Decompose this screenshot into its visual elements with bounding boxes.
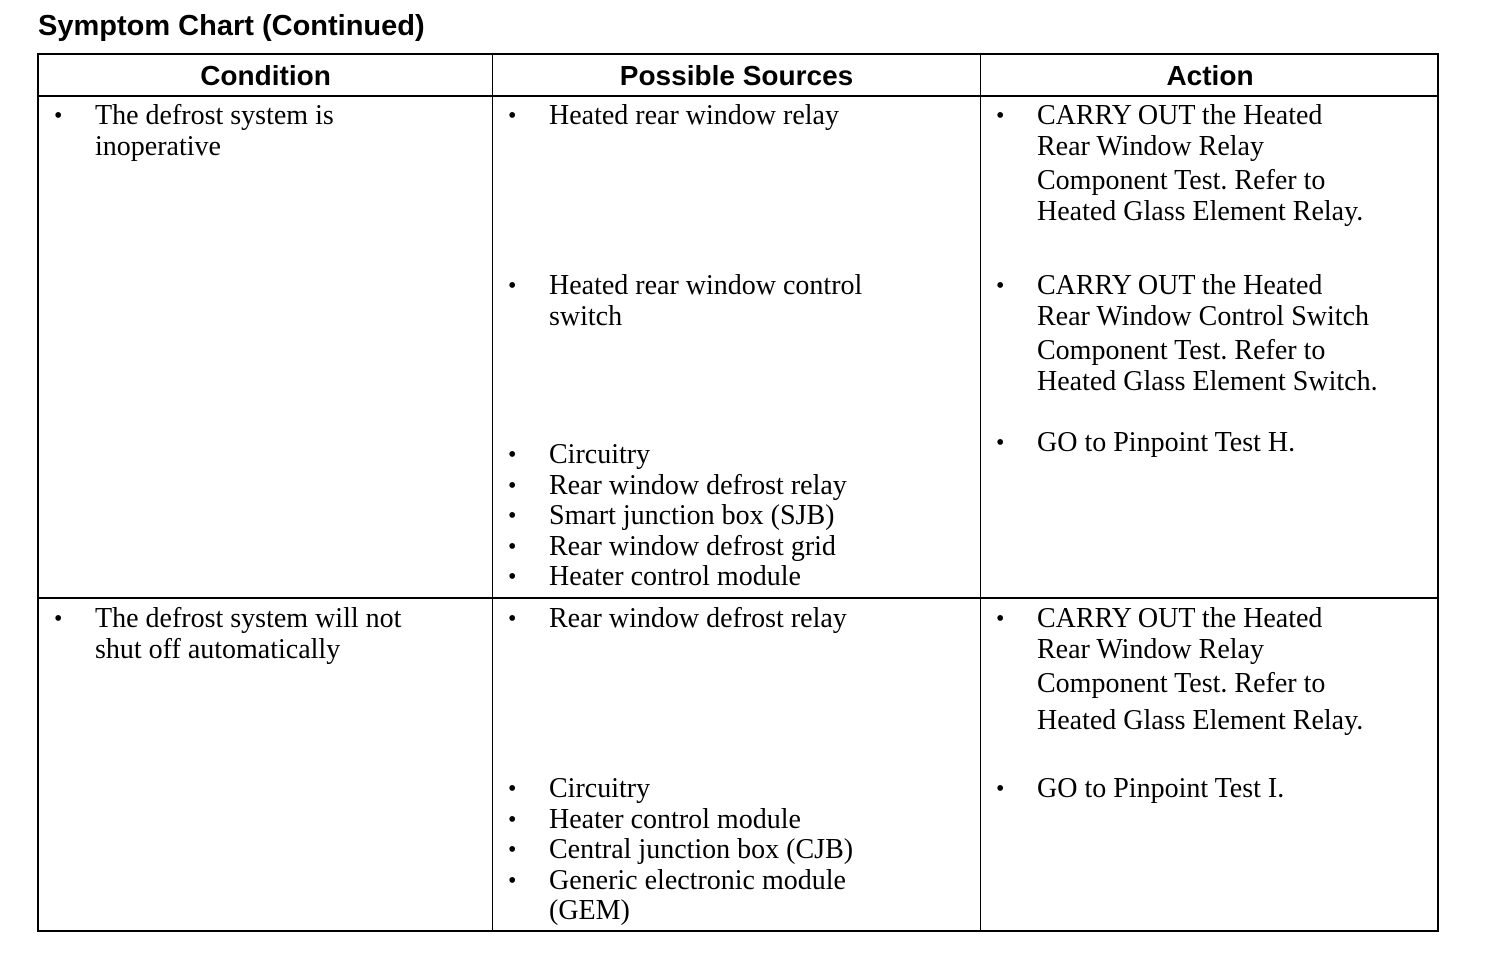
action-item: • CARRY OUT the Heated Rear Window Control Switch Component Test. Refer to Heated Glass Element Switch.	[996, 270, 1378, 397]
source-item: • Heater control module	[508, 803, 801, 835]
bullet-icon: •	[508, 776, 517, 802]
bullet-icon: •	[996, 273, 1005, 299]
source-item: • Heater control module	[508, 561, 801, 592]
action-item: • CARRY OUT the Heated Rear Window Relay Component Test. Refer to Heated Glass Element Relay.	[996, 100, 1364, 227]
bullet-icon: •	[508, 806, 517, 833]
source-item: • Circuitry	[508, 439, 651, 470]
page-title: Symptom Chart (Continued)	[38, 10, 425, 42]
row-1-group-2-action	[981, 271, 1378, 397]
header-possible-sources: Possible Sources	[619, 60, 854, 91]
source-item: • Rear window defrost relay	[508, 603, 847, 634]
symptom-chart-table	[37, 53, 1439, 932]
bullet-icon: •	[508, 273, 517, 299]
source-item: • Heated rear window control switch	[508, 270, 863, 332]
bullet-icon: •	[508, 606, 517, 632]
bullet-icon: •	[54, 103, 63, 129]
action-item: • GO to Pinpoint Test I.	[996, 773, 1285, 804]
condition-item: • The defrost system is inoperative	[54, 100, 334, 162]
condition-item: • The defrost system will not shut off automatically	[54, 603, 402, 665]
row-1-group-3-action	[981, 428, 1295, 459]
row-divider	[39, 597, 1437, 599]
bullet-icon: •	[508, 564, 517, 590]
source-item: • Circuitry	[508, 773, 651, 804]
row-2-group-1-action	[981, 604, 1363, 736]
bullet-icon: •	[508, 533, 517, 560]
bullet-icon: •	[996, 776, 1005, 802]
bullet-icon: •	[508, 867, 517, 894]
row-2-group-2-sources	[493, 774, 853, 927]
header-condition: Condition	[200, 60, 331, 91]
action-item: • CARRY OUT the Heated Rear Window Relay Component Test. Refer to Heated Glass Element Relay.	[996, 603, 1364, 736]
bullet-icon: •	[508, 503, 517, 529]
bullet-icon: •	[996, 430, 1005, 456]
bullet-icon: •	[508, 442, 517, 468]
bullet-icon: •	[508, 837, 517, 863]
source-item: • Heated rear window relay	[508, 100, 839, 131]
action-item: • GO to Pinpoint Test H.	[996, 427, 1296, 458]
source-item: • Rear window defrost relay	[508, 469, 847, 501]
row-2-condition	[39, 604, 401, 665]
row-1-group-2-sources	[493, 271, 862, 332]
source-item: • Central junction box (CJB)	[508, 834, 854, 865]
source-item: • Rear window defrost grid	[508, 530, 836, 562]
header-action: Action	[1166, 60, 1254, 91]
row-1-group-1-sources	[493, 101, 839, 132]
row-2-group-1-sources	[493, 604, 847, 635]
bullet-icon: •	[508, 103, 517, 129]
row-1-condition	[39, 101, 334, 162]
bullet-icon: •	[996, 103, 1005, 129]
bullet-icon: •	[508, 472, 517, 499]
source-item: • Smart junction box (SJB)	[508, 500, 835, 531]
row-1-group-1-action	[981, 101, 1363, 227]
source-item: • Generic electronic module (GEM)	[508, 864, 846, 926]
row-1-group-3-sources	[493, 440, 847, 593]
bullet-icon: •	[54, 606, 63, 632]
row-2-group-2-action	[981, 774, 1284, 805]
bullet-icon: •	[996, 606, 1005, 632]
header-divider	[39, 95, 1437, 97]
